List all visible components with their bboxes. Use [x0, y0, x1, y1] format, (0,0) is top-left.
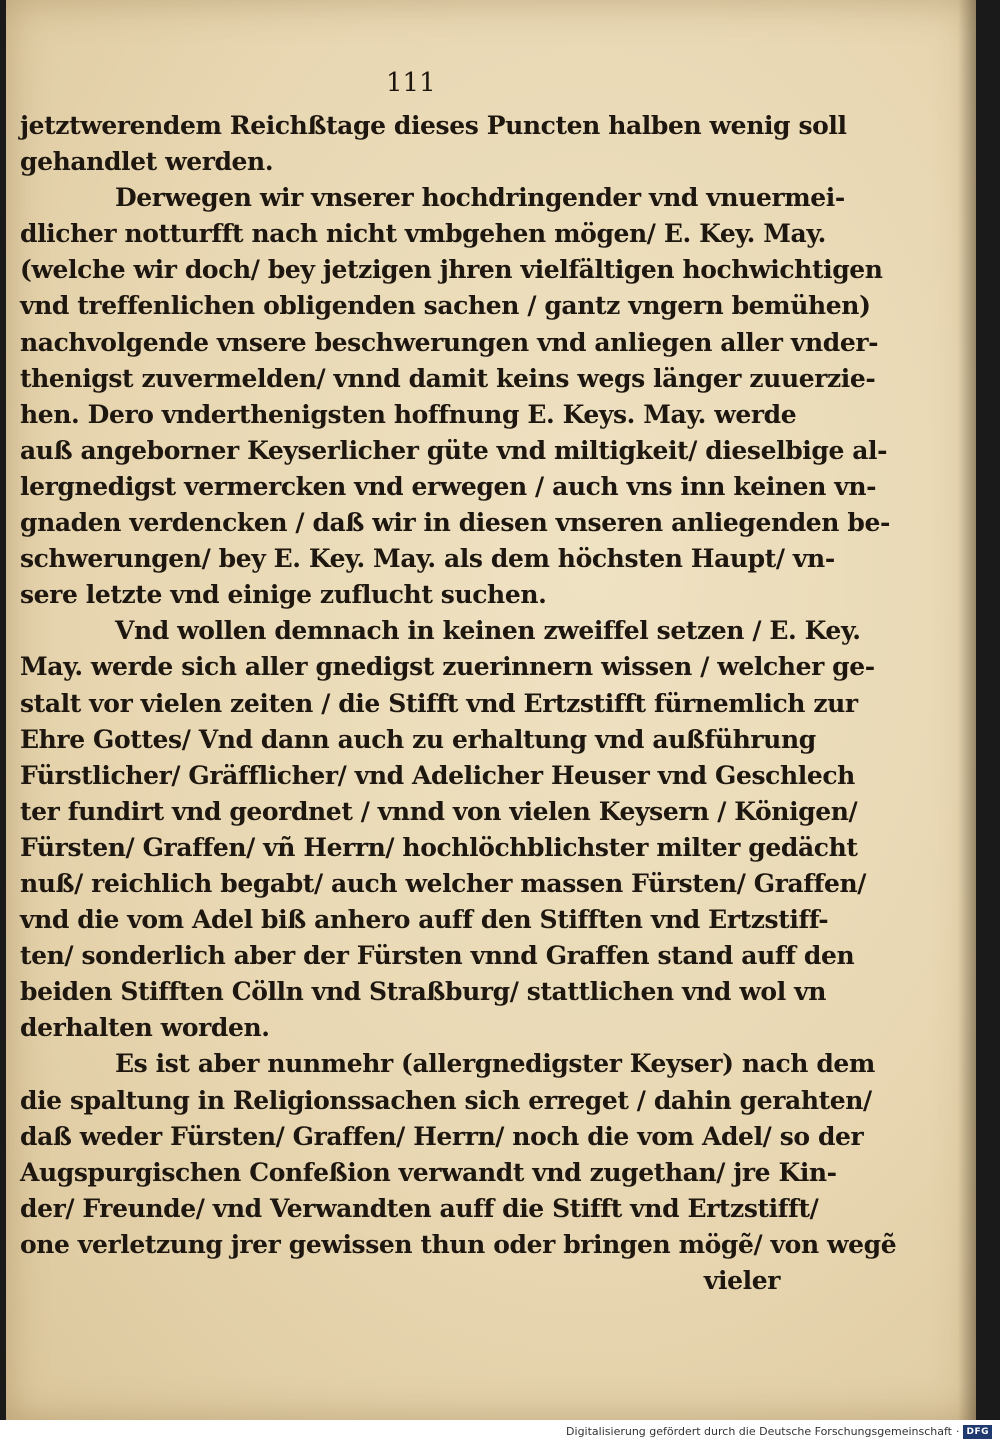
text-line: Fürstlicher/ Gräfflicher/ vnd Adelicher Heuser vnd Geschlech — [20, 760, 855, 790]
text-line: (welche wir doch/ bey jetzigen jhren vielfältigen hochwichtigen — [20, 255, 883, 285]
funding-credit: Digitalisierung gefördert durch die Deutsche Forschungsgemeinschaft — [566, 1425, 952, 1438]
text-line: sere letzte vnd einige zuflucht suchen. — [20, 580, 547, 610]
text-line: dlicher notturfft nach nicht vmbgehen mögen/ E. Key. May. — [20, 219, 826, 249]
text-line: vieler — [703, 1266, 780, 1295]
page-text — [20, 108, 897, 1299]
text-line: stalt vor vielen zeiten / die Stifft vnd Ertzstifft fürnemlich zur — [20, 688, 858, 718]
text-line: ter fundirt vnd geordnet / vnnd von vielen Keysern / Königen/ — [20, 796, 858, 826]
text-line: der/ Freunde/ vnd Verwandten auff die Stifft vnd Ertzstifft/ — [20, 1193, 819, 1223]
text-line: daß weder Fürsten/ Graffen/ Herrn/ noch die vom Adel/ so der — [20, 1121, 864, 1151]
text-line: May. werde sich aller gnedigst zuerinnern wissen / welcher ge- — [20, 652, 875, 682]
text-line: Vnd wollen demnach in keinen zweiffel setzen / E. Key. — [115, 616, 861, 646]
text-line: Derwegen wir vnserer hochdringender vnd vnuermei- — [115, 183, 845, 213]
text-line: auß angeborner Keyserlicher güte vnd miltigkeit/ dieselbige al- — [20, 435, 888, 465]
book-page — [6, 0, 976, 1420]
text-line: thenigst zuvermelden/ vnnd damit keins wegs länger zuuerzie- — [20, 363, 876, 393]
dfg-logo-icon: DFG — [963, 1425, 992, 1439]
text-line: die spaltung in Religionssachen sich erreget / dahin gerahten/ — [20, 1085, 872, 1115]
text-line: Fürsten/ Graffen/ vñ Herrn/ hochlöchblichster milter gedächt — [20, 832, 858, 862]
text-line: schwerungen/ bey E. Key. May. als dem höchsten Haupt/ vn- — [20, 544, 835, 574]
text-line: nuß/ reichlich begabt/ auch welcher massen Fürsten/ Graffen/ — [20, 868, 866, 898]
text-line: hen. Dero vnderthenigsten hoffnung E. Keys. May. werde — [20, 399, 797, 429]
text-line: nachvolgende vnsere beschwerungen vnd anliegen aller vnder- — [20, 327, 879, 357]
text-line: beiden Stifften Cölln vnd Straßburg/ stattlichen vnd wol vn — [20, 977, 827, 1007]
text-line: lergnedigst vermercken vnd erwegen / auch vns inn keinen vn- — [20, 471, 877, 501]
text-line: Augspurgischen Confeßion verwandt vnd zugethan/ jre Kin- — [20, 1157, 837, 1187]
text-line: vnd die vom Adel biß anhero auff den Stifften vnd Ertzstiff- — [20, 905, 829, 935]
text-line: gehandlet werden. — [20, 147, 274, 177]
separator-dot: · — [955, 1425, 960, 1438]
text-line: Es ist aber nunmehr (allergnedigster Keyser) nach dem — [115, 1049, 875, 1079]
text-line: Ehre Gottes/ Vnd dann auch zu erhaltung vnd außführung — [20, 724, 816, 754]
footer-credit — [566, 1421, 992, 1442]
text-line: vnd treffenlichen obligenden sachen / gantz vngern bemühen) — [20, 291, 871, 321]
text-line: derhalten worden. — [20, 1013, 270, 1043]
page-number: 111 — [386, 68, 436, 98]
text-line: one verletzung jrer gewissen thun oder bringen mögẽ/ von wegẽ — [20, 1229, 897, 1259]
text-line: ten/ sonderlich aber der Fürsten vnnd Graffen stand auff den — [20, 941, 855, 971]
text-line: gnaden verdencken / daß wir in diesen vnseren anliegenden be- — [20, 508, 890, 538]
text-line: jetztwerendem Reichßtage dieses Puncten halben wenig soll — [20, 111, 847, 140]
